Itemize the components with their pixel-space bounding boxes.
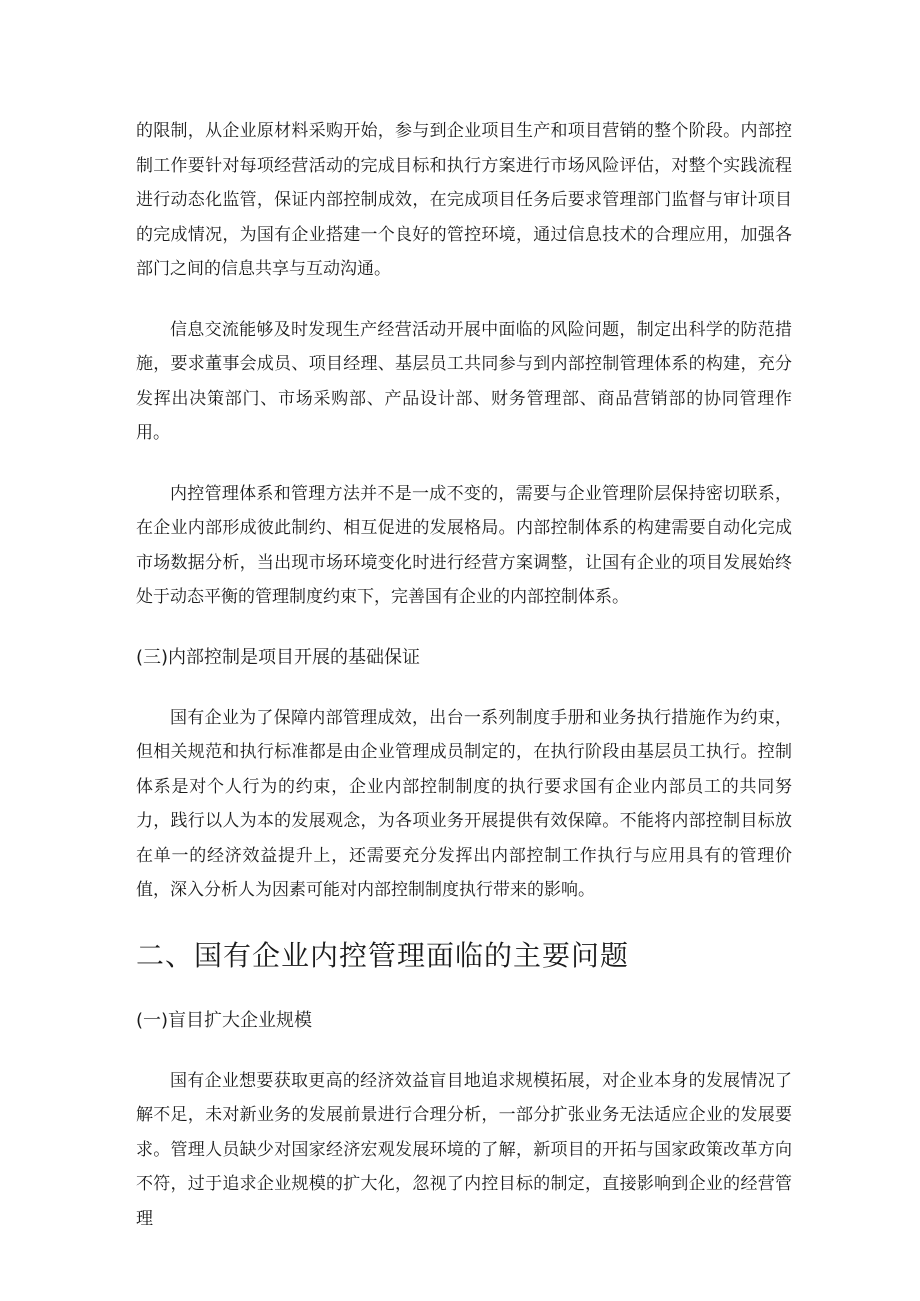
section-heading-1: (一)盲目扩大企业规模 <box>136 1009 313 1031</box>
paragraph-continuation: 的限制，从企业原材料采购开始，参与到企业项目生产和项目营销的整个阶段。内部控制工作要针对每项经营活动的完成目标和执行方案进行市场风险评估，对整个实践流程进行动态化监管，保证内部控制成效，在完成项目任务后要求管理部门监督与审计项目的完成情况，为国有企业搭建一个良好的管控环境，通过信息技术的合理应用，加强各部门之间的信息共享与互动沟通。 <box>136 121 792 279</box>
paragraph-blind-expansion: 国有企业想要获取更高的经济效益盲目地追求规模拓展，对企业本身的发展情况了解不足，未对新业务的发展前景进行合理分析，一部分扩张业务无法适应企业的发展要求。管理人员缺少对国家经济宏观发展环境的了解，新项目的开拓与国家政策改革方向不符，过于追求企业规模的扩大化，忽视了内控目标的制定，直接影响到企业的经营管理 <box>136 1070 792 1229</box>
chapter-heading-2: 二、国有企业内控管理面临的主要问题 <box>136 938 630 972</box>
paragraph-information-exchange: 信息交流能够及时发现生产经营活动开展中面临的风险问题，制定出科学的防范措施，要求董事会成员、项目经理、基层员工共同参与到内部控制管理体系的构建，充分发挥出决策部门、市场采购部、产品设计部、财务管理部、商品营销部的协同管理作用。 <box>136 319 792 443</box>
paragraph-control-system: 内控管理体系和管理方法并不是一成不变的，需要与企业管理阶层保持密切联系，在企业内部形成彼此制约、相互促进的发展格局。内部控制体系的构建需要自动化完成市场数据分析，当出现市场环境变化时进行经营方案调整，让国有企业的项目发展始终处于动态平衡的管理制度约束下，完善国有企业的内部控制体系。 <box>136 483 792 607</box>
section-heading-3: (三)内部控制是项目开展的基础保证 <box>136 646 421 668</box>
paragraph-basic-guarantee: 国有企业为了保障内部管理成效，出台一系列制度手册和业务执行措施作为约束，但相关规范和执行标准都是由企业管理成员制定的，在执行阶段由基层员工执行。控制体系是对个人行为的约束，企业内部控制制度的执行要求国有企业内部员工的共同努力，践行以人为本的发展观念，为各项业务开展提供有效保障。不能将内部控制目标放在单一的经济效益提升上，还需要充分发挥出内部控制工作执行与应用具有的管理价值，深入分析人为因素可能对内部控制制度执行带来的影响。 <box>136 707 792 900</box>
